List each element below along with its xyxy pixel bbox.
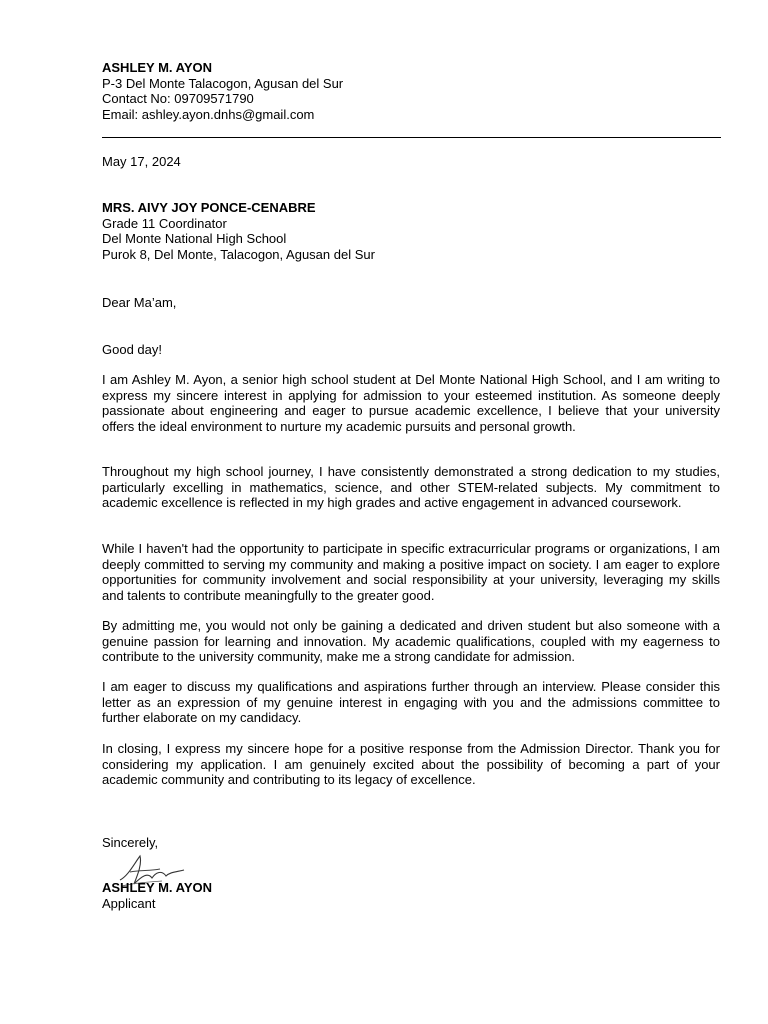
closing: Sincerely, [102, 835, 159, 850]
recipient-name: MRS. AIVY JOY PONCE-CENABRE [102, 200, 316, 215]
recipient-address: Purok 8, Del Monte, Talacogon, Agusan del Sur [102, 246, 375, 262]
recipient-title: Grade 11 Coordinator [102, 215, 227, 231]
body-paragraph: I am Ashley M. Ayon, a senior high school student at Del Monte National High School, and I am writing to express my sincere interest in applying for admission to your esteemed institution. As someone deeply passionate about engineering and eager to pursue academic excellence, I believe that your university offers the ideal environment to nurture my academic pursuits and personal growth. [102, 372, 720, 434]
body-paragraph: While I haven't had the opportunity to participate in specific extracurricular programs or organizations, I am deeply committed to serving my community and making a positive impact on society. I am eager to explore opportunities for community involvement and social responsibility at your university, leveraging my skills and talents to contribute meaningfully to the greater good. [102, 541, 720, 603]
letter-date: May 17, 2024 [102, 154, 181, 169]
sender-block [102, 60, 720, 122]
header-divider [102, 137, 721, 138]
greeting: Good day! [102, 342, 162, 357]
sender-name: ASHLEY M. AYON [102, 60, 213, 75]
signature-role: Applicant [102, 895, 156, 911]
sender-email: Email: ashley.ayon.dnhs@gmail.com [102, 106, 315, 122]
salutation: Dear Ma’am, [102, 295, 177, 310]
body-paragraph: By admitting me, you would not only be gaining a dedicated and driven student but also someone with a genuine passion for learning and innovation. My academic qualifications, coupled with my eagerness to contribute to the university community, make me a strong candidate for admission. [102, 618, 720, 664]
body-paragraph: Throughout my high school journey, I have consistently demonstrated a strong dedication to my studies, particularly excelling in mathematics, science, and other STEM-related subjects. My commitment to academic excellence is reflected in my high grades and active engagement in advanced coursework. [102, 464, 720, 510]
body-paragraph: I am eager to discuss my qualifications and aspirations further through an interview. Please consider this letter as an expression of my genuine interest in engaging with you and the admissions committee to further elaborate on my candidacy. [102, 679, 720, 725]
sender-address: P-3 Del Monte Talacogon, Agusan del Sur [102, 75, 344, 91]
recipient-block [102, 200, 720, 262]
sender-contact: Contact No: 09709571790 [102, 91, 254, 106]
signature-name: ASHLEY M. AYON [102, 880, 213, 895]
recipient-school: Del Monte National High School [102, 231, 287, 246]
body-paragraph: In closing, I express my sincere hope for a positive response from the Admission Director. Thank you for considering my application. I am genuinely excited about the possibility of becoming a part of your academic community and contributing to its legacy of excellence. [102, 741, 720, 787]
signature-block [102, 880, 720, 911]
